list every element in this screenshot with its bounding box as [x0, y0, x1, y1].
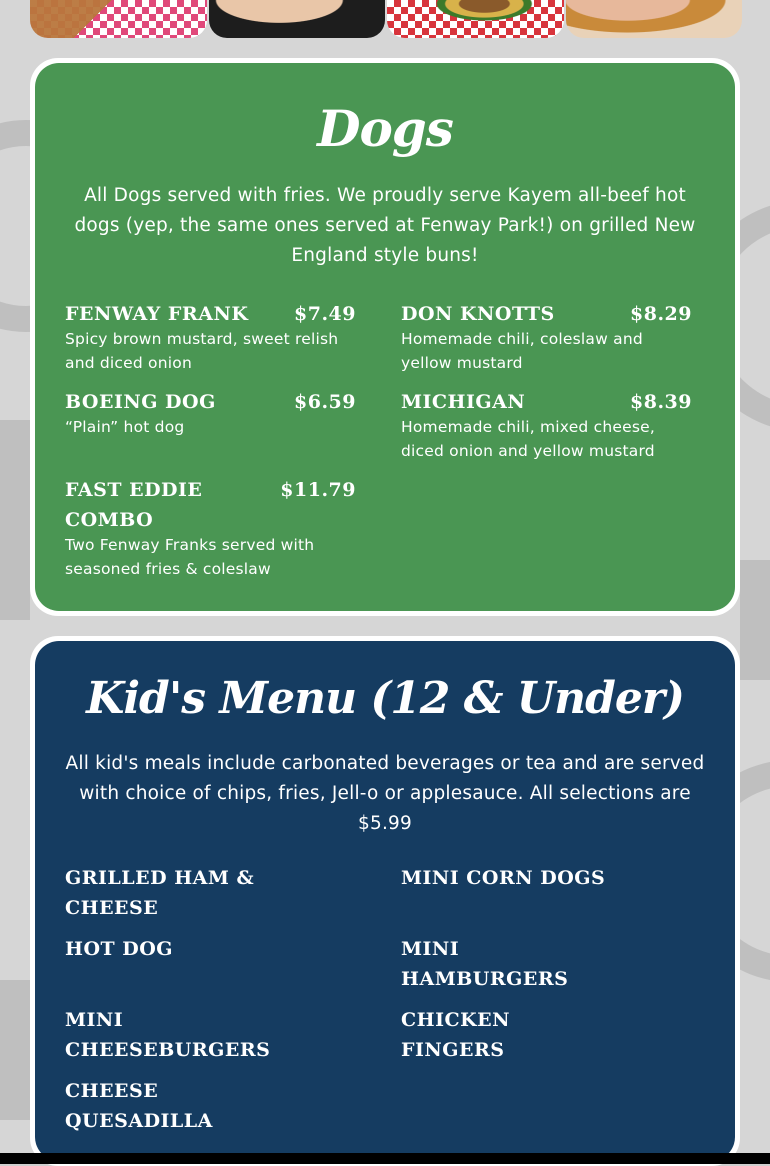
- dogs-section: [30, 58, 740, 616]
- chili-dog-photo: [387, 0, 564, 38]
- kids-item: MINI CHEESEBURGERS: [65, 1009, 271, 1061]
- kids-intro: All kid's meals include carbonated beverages or tea and are served with choice of chips, fries, Jell-o or applesauce. All selections are $5.99: [65, 753, 705, 834]
- kids-item: GRILLED HAM & CHEESE: [65, 867, 255, 919]
- kids-section: [30, 636, 740, 1166]
- item-name: FENWAY FRANK: [65, 303, 249, 325]
- menu-item: [65, 299, 356, 375]
- item-name: BOEING DOG: [65, 391, 216, 413]
- menu-item: [401, 387, 692, 463]
- hot-dog-hand-photo: [209, 0, 386, 38]
- dogs-title: Dogs: [317, 99, 453, 158]
- dogs-intro: All Dogs served with fries. We proudly serve Kayem all-beef hot dogs (yep, the same ones served at Fenway Park!) on grilled New England style buns!: [74, 185, 696, 266]
- fries-hand-photo: [566, 0, 743, 38]
- dogs-card: [35, 63, 735, 611]
- fries-basket-photo: [30, 0, 207, 38]
- item-description: “Plain” hot dog: [65, 418, 185, 436]
- menu-item: [401, 299, 692, 375]
- item-name: DON KNOTTS: [401, 303, 555, 325]
- item-price: $7.49: [294, 303, 356, 325]
- kids-item: CHICKEN FINGERS: [401, 1009, 510, 1061]
- item-description: Homemade chili, coleslaw and yellow mustard: [401, 330, 643, 372]
- bottom-edge-bar: [0, 1153, 770, 1164]
- item-description: Two Fenway Franks served with seasoned fries & coleslaw: [65, 536, 315, 578]
- menu-item: [65, 475, 356, 581]
- item-name: FAST EDDIE COMBO: [65, 479, 203, 531]
- item-description: Homemade chili, mixed cheese, diced onion and yellow mustard: [401, 418, 655, 460]
- kids-card: [35, 641, 735, 1161]
- photo-strip: [30, 0, 742, 38]
- menu-item: [65, 387, 356, 439]
- kids-item: CHEESE QUESADILLA: [65, 1080, 213, 1132]
- item-description: Spicy brown mustard, sweet relish and diced onion: [65, 330, 339, 372]
- item-price: $6.59: [294, 391, 356, 413]
- kids-item: MINI CORN DOGS: [401, 867, 606, 889]
- kids-title: Kid's Menu (12 & Under): [86, 673, 684, 724]
- item-name: MICHIGAN: [401, 391, 526, 413]
- item-price: $8.39: [630, 391, 692, 413]
- item-price: $11.79: [280, 479, 356, 501]
- kids-item: MINI HAMBURGERS: [401, 938, 569, 990]
- item-price: $8.29: [630, 303, 692, 325]
- kids-item: HOT DOG: [65, 938, 174, 960]
